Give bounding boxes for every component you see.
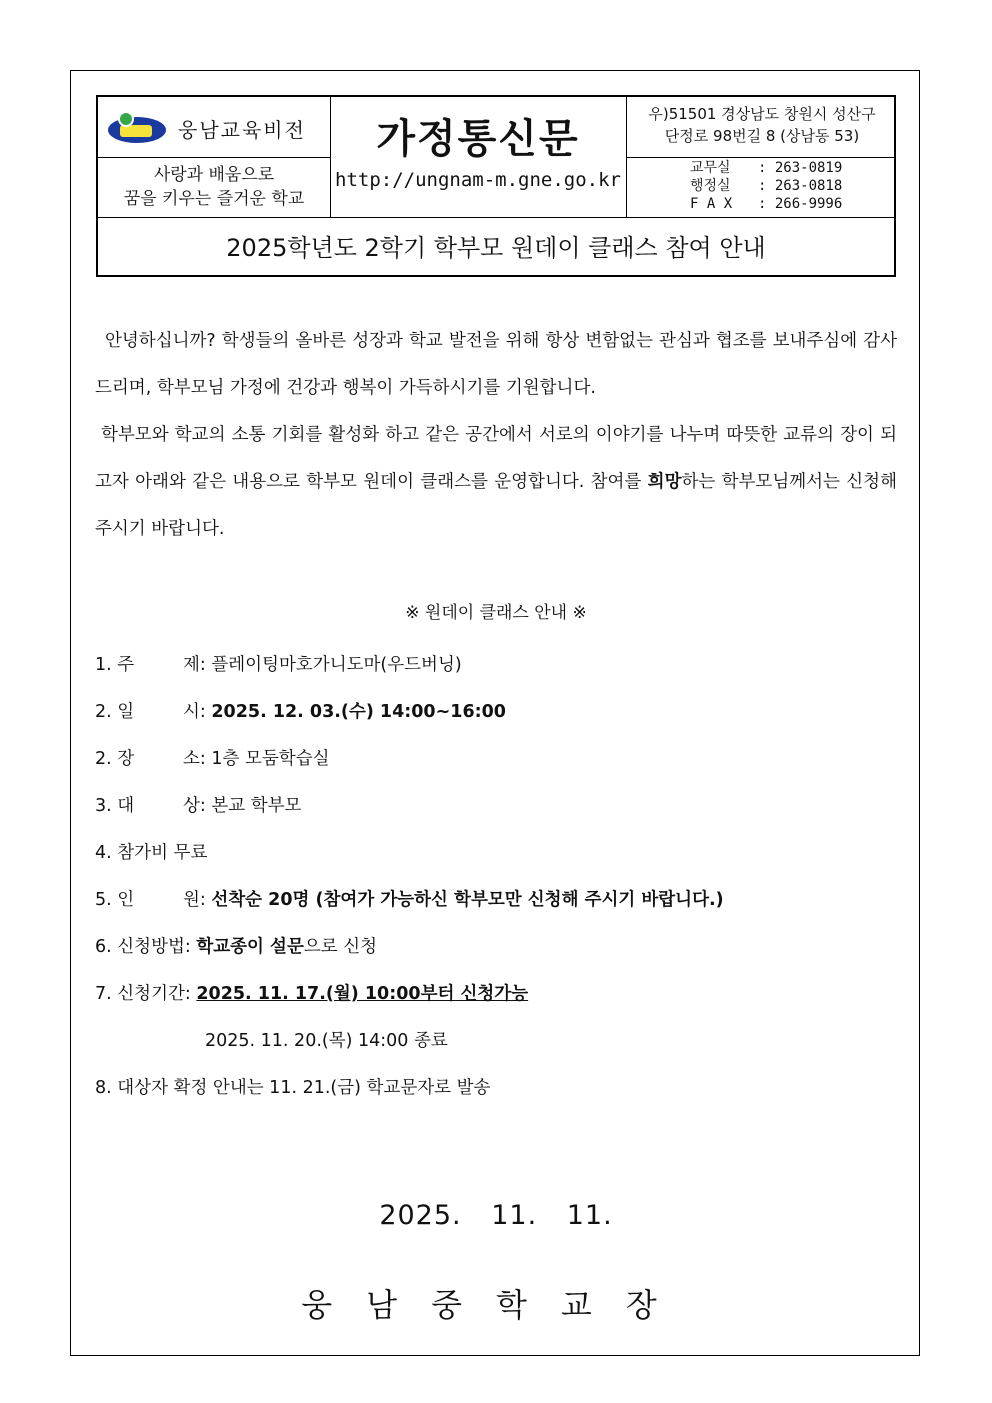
list-item: 6. 신청방법: 학교종이 설문으로 신청	[95, 937, 378, 957]
list-item: 2. 장 소: 1층 모둠학습실	[95, 749, 330, 769]
section-heading: ※ 원데이 클래스 안내 ※	[405, 603, 587, 623]
intro-paragraph: 학부모와 학교의 소통 기회를 활성화 하고 같은 공간에서 서로의 이야기를 나누며 따뜻한 교류의 장이 되고자 아래와 같은 내용으로 학부모 원데이 클래스를 운영합니다. 참여를 희망하는 학부모님께서는 신청해 주시기 바랍니다.	[95, 425, 897, 539]
org-block	[108, 105, 328, 151]
contact-row: 행정실 : 263-0818	[690, 178, 843, 194]
intro-text	[95, 318, 897, 553]
school-motto: 사랑과 배움으로 꿈을 키우는 즐거운 학교	[123, 165, 305, 209]
list-item: 8. 대상자 확정 안내는 11. 21.(금) 학교문자로 발송	[95, 1078, 491, 1098]
list-item: 7. 신청기간: 2025. 11. 17.(월) 10:00부터 신청가능	[95, 984, 529, 1004]
intro-paragraph: 안녕하십니까? 학생들의 올바른 성장과 학교 발전을 위해 항상 변함없는 관심과 협조를 보내주심에 감사드리며, 학부모님 가정에 건강과 행복이 가득하시기를 기원합니다.	[95, 331, 897, 398]
contact-row: F A X : 266-9996	[690, 196, 843, 212]
school-logo-icon	[108, 111, 166, 145]
header-divider	[98, 217, 894, 218]
notice-title: 2025학년도 2학기 학부모 원데이 클래스 참여 안내	[226, 234, 766, 262]
list-item-continuation: 2025. 11. 20.(목) 14:00 종료	[205, 1031, 448, 1051]
contact-row: 교무실 : 263-0819	[690, 160, 843, 176]
header-table	[96, 95, 896, 277]
list-item: 5. 인 원: 선착순 20명 (참여가 가능하신 학부모만 신청해 주시기 바랍니다.)	[95, 890, 724, 910]
list-item: 2. 일 시: 2025. 12. 03.(수) 14:00~16:00	[95, 702, 506, 722]
issue-date: 2025. 11. 11.	[379, 1200, 613, 1231]
list-item: 1. 주 제: 플레이팅마호가니도마(우드버닝)	[95, 655, 462, 675]
school-address: 우)51501 경상남도 창원시 성산구 단정로 98번길 8 (상남동 53)	[648, 105, 876, 145]
list-item: 3. 대 상: 본교 학부모	[95, 796, 302, 816]
org-name: 웅남교육비전	[178, 117, 306, 142]
contact-list	[626, 159, 898, 217]
list-item: 4. 참가비 무료	[95, 843, 208, 863]
school-url-link[interactable]: http://ungnam-m.gne.go.kr	[335, 169, 621, 191]
header-divider	[626, 157, 894, 158]
signer-name: 웅남중학교장	[301, 1286, 691, 1324]
page-title: 가정통신문	[376, 116, 580, 162]
detail-list	[95, 642, 897, 1112]
